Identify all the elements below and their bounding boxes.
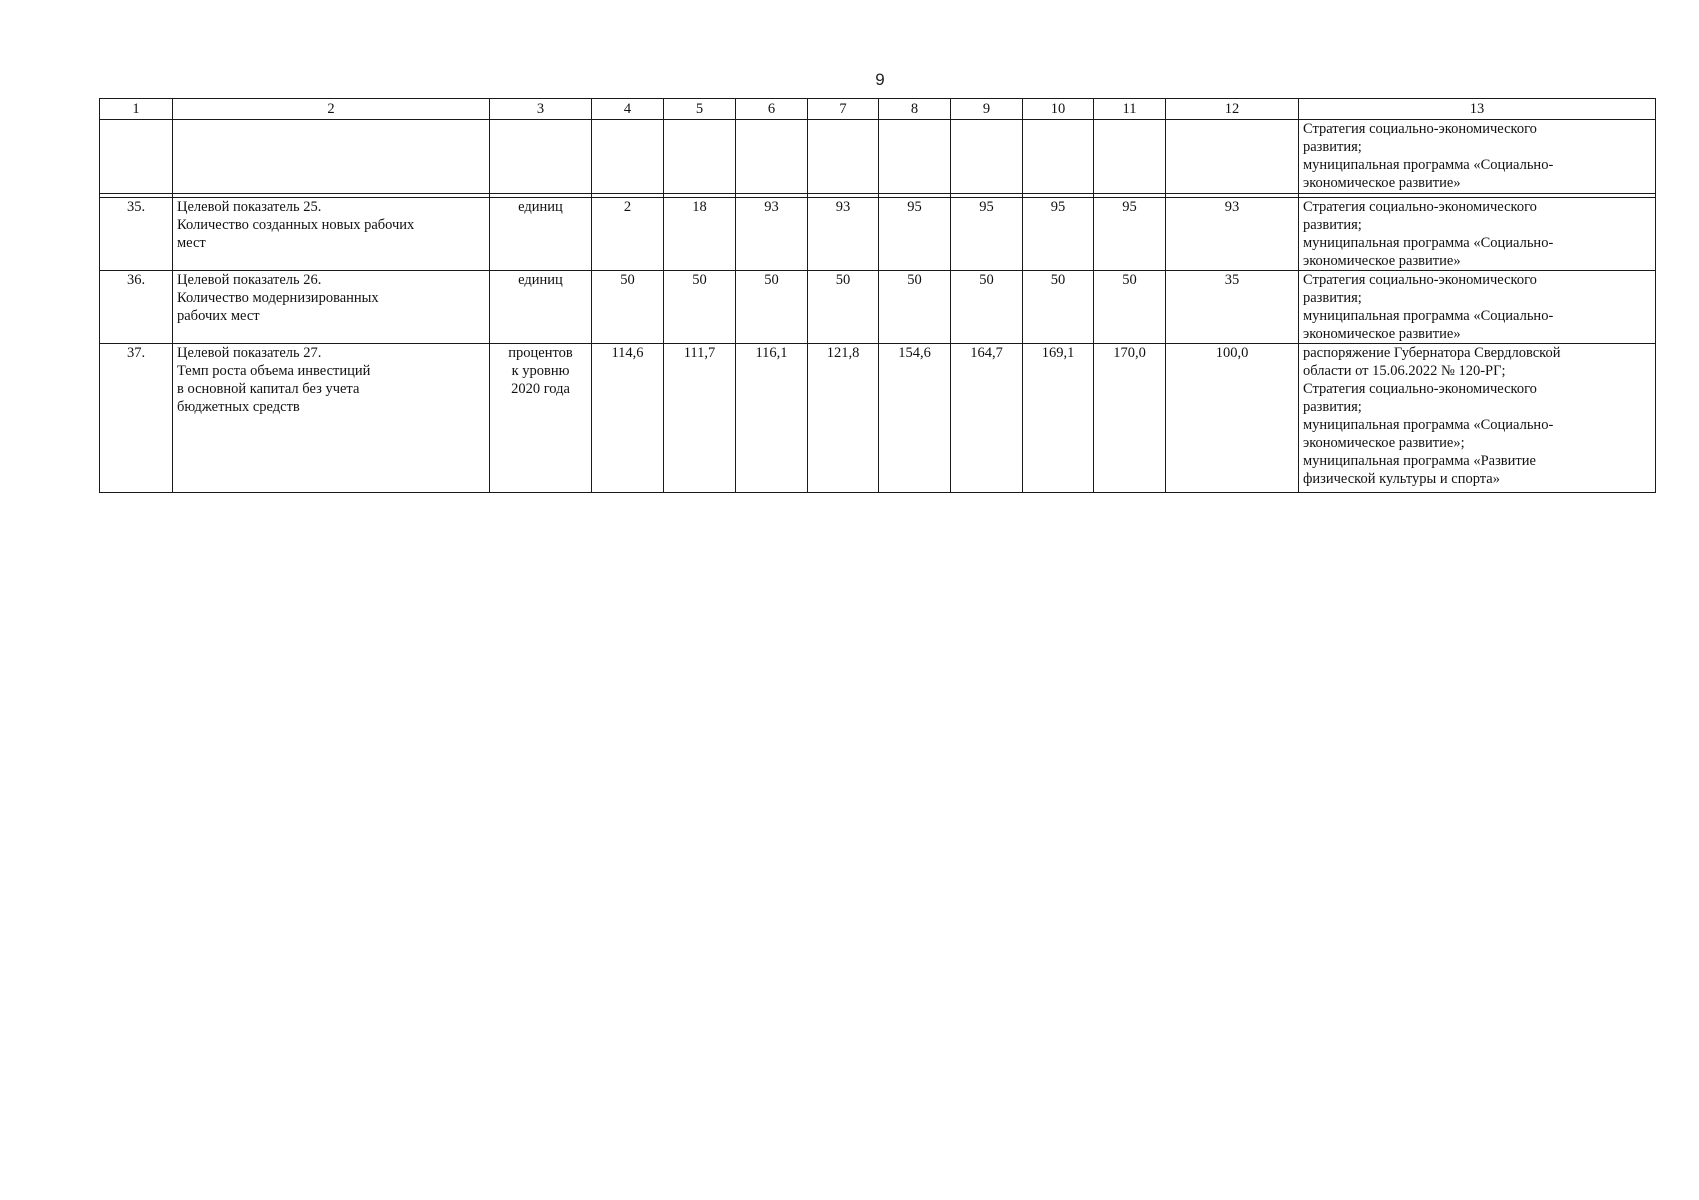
value-cell: 170,0: [1094, 344, 1166, 493]
indicators-table: [99, 98, 1656, 493]
basis-cell: Стратегия социально-экономического развития; муниципальная программа «Социально- экономическое развитие»: [1299, 271, 1656, 344]
row-number: 37.: [100, 344, 173, 493]
value-cell: 2: [592, 198, 664, 271]
table-row: [100, 198, 1656, 271]
value-cell: 169,1: [1023, 344, 1094, 493]
column-number: 12: [1166, 99, 1299, 120]
value-cell: 121,8: [808, 344, 879, 493]
value-cell: 50: [736, 271, 808, 344]
value-cell: 35: [1166, 271, 1299, 344]
indicator-name: Целевой показатель 26. Количество модернизированных рабочих мест: [173, 271, 490, 344]
basis-cell: Стратегия социально-экономического развития; муниципальная программа «Социально- экономическое развитие»: [1299, 120, 1656, 194]
value-cell: 50: [1023, 271, 1094, 344]
value-cell: 164,7: [951, 344, 1023, 493]
value-cell: 93: [1166, 198, 1299, 271]
value-cell: 95: [879, 198, 951, 271]
column-numbers-row: [100, 99, 1656, 120]
column-number: 1: [100, 99, 173, 120]
value-cell: 100,0: [1166, 344, 1299, 493]
value-cell: 111,7: [664, 344, 736, 493]
table-row: [100, 344, 1656, 493]
indicator-name: Целевой показатель 27. Темп роста объема инвестиций в основной капитал без учета бюджетных средств: [173, 344, 490, 493]
value-cell: 50: [664, 271, 736, 344]
value-cell: 18: [664, 198, 736, 271]
value-cell: 114,6: [592, 344, 664, 493]
page-number: 9: [875, 70, 885, 89]
column-number: 9: [951, 99, 1023, 120]
column-number: 6: [736, 99, 808, 120]
unit-cell: процентов к уровню 2020 года: [490, 344, 592, 493]
value-cell: 93: [736, 198, 808, 271]
column-number: 5: [664, 99, 736, 120]
unit-cell: единиц: [490, 271, 592, 344]
value-cell: 93: [808, 198, 879, 271]
column-number: 10: [1023, 99, 1094, 120]
value-cell: 116,1: [736, 344, 808, 493]
column-number: 4: [592, 99, 664, 120]
basis-cell: распоряжение Губернатора Свердловской области от 15.06.2022 № 120-РГ; Стратегия социально-экономического развития; муниципальная программа «Социально- экономическое развитие»; муниципальная программа «Развитие физической культуры и спорта»: [1299, 344, 1656, 493]
unit-cell: единиц: [490, 198, 592, 271]
value-cell: 50: [879, 271, 951, 344]
value-cell: 95: [951, 198, 1023, 271]
value-cell: 50: [951, 271, 1023, 344]
value-cell: 154,6: [879, 344, 951, 493]
column-number: 8: [879, 99, 951, 120]
column-number: 7: [808, 99, 879, 120]
value-cell: 95: [1094, 198, 1166, 271]
value-cell: 50: [1094, 271, 1166, 344]
value-cell: 95: [1023, 198, 1094, 271]
column-number: 3: [490, 99, 592, 120]
column-number: 2: [173, 99, 490, 120]
value-cell: 50: [592, 271, 664, 344]
basis-cell: Стратегия социально-экономического развития; муниципальная программа «Социально- экономическое развитие»: [1299, 198, 1656, 271]
table-row: [100, 271, 1656, 344]
row-number: 36.: [100, 271, 173, 344]
indicator-name: Целевой показатель 25. Количество созданных новых рабочих мест: [173, 198, 490, 271]
table-row-continuation: [100, 120, 1656, 194]
column-number: 13: [1299, 99, 1656, 120]
row-number: 35.: [100, 198, 173, 271]
column-number: 11: [1094, 99, 1166, 120]
value-cell: 50: [808, 271, 879, 344]
